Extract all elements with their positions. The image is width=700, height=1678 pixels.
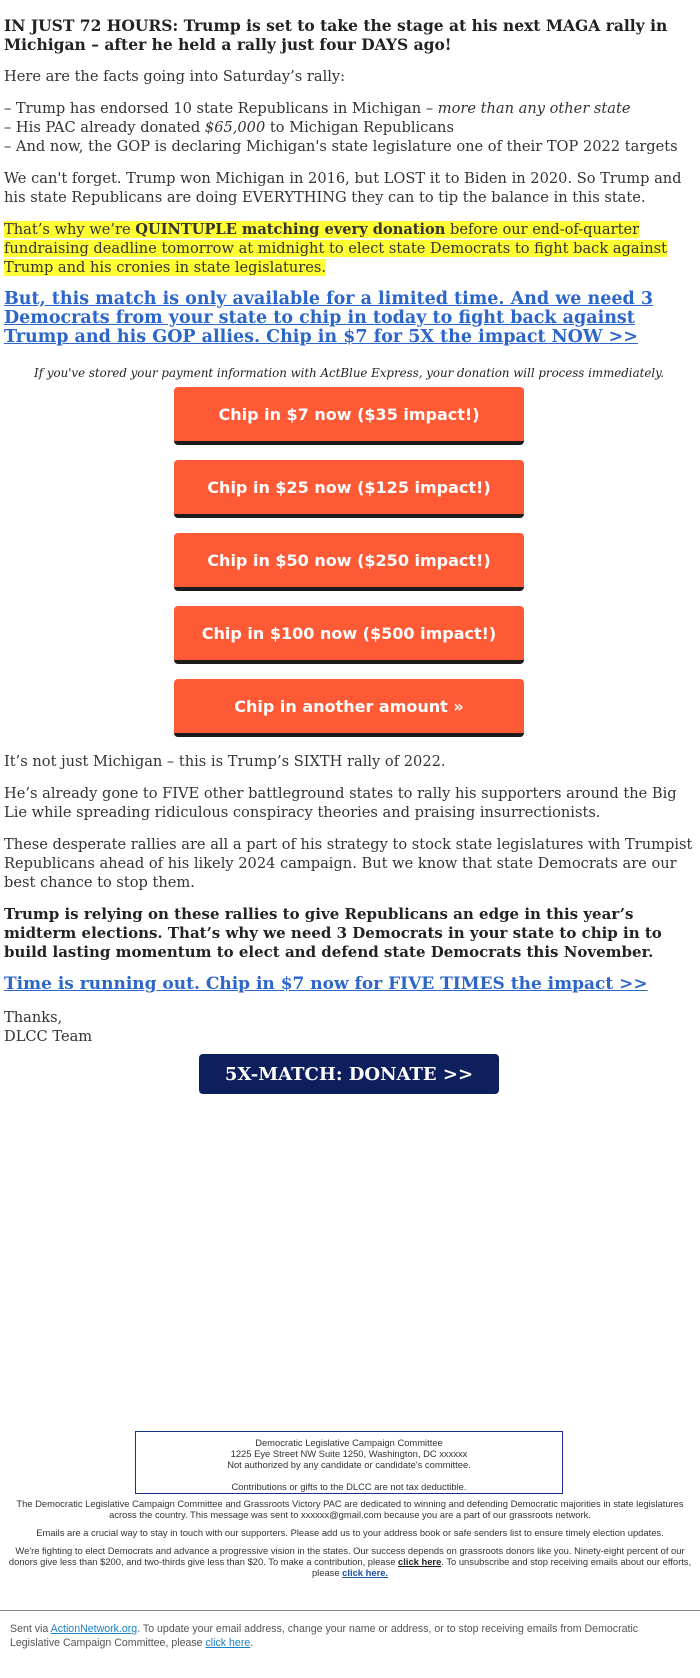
footer-p2: Emails are a crucial way to stay in touch with our supporters. Please add us to your address book or safe senders list to ensure timely election updates. <box>36 1527 664 1538</box>
cta-link[interactable] <box>4 290 694 347</box>
para-sixth: It’s not just Michigan – this is Trump’s SIXTH rally of 2022. <box>4 753 446 770</box>
fact-2-emphasis: $65,000 <box>204 119 266 136</box>
tax-note: Contributions or gifts to the DLCC are not tax deductible. <box>231 1481 467 1492</box>
footer-divider <box>0 1610 700 1611</box>
actblue-express-note: If you've stored your payment information with ActBlue Express, your donation will process immediately. <box>34 366 664 380</box>
highlight-para <box>4 220 694 277</box>
footer-p3 <box>6 1545 694 1578</box>
fact-2-b: to Michigan Republicans <box>265 119 454 136</box>
donate-7-button[interactable]: Chip in $7 now ($35 impact!) <box>174 387 524 445</box>
fact-1: – Trump has endorsed 10 state Republicans in Michigan – <box>4 100 438 117</box>
sent-via-note <box>10 1622 690 1650</box>
sent-c: . <box>250 1637 254 1649</box>
update-email-link[interactable]: click here <box>205 1637 251 1649</box>
para-bold: Trump is relying on these rallies to give Republicans an edge in this year’s midterm elections. That’s why we need 3 Democrats in your state to chip in to build lasting momentum to elect and defend state Democrats this November. <box>4 905 662 961</box>
unsubscribe-link[interactable]: click here. <box>342 1567 389 1578</box>
highlight-c: before our end-of-quarter fundraising deadline tomorrow at midnight to elect state Democrats to fight back against Trump and his cronies in state legislatures. <box>4 221 667 276</box>
contribute-link[interactable]: click here <box>398 1556 442 1567</box>
footer-p3-b: . To unsubscribe and stop receiving emails about our efforts, please <box>311 1556 692 1578</box>
fact-1-emphasis: more than any other state <box>437 100 631 117</box>
para-five: He’s already gone to FIVE other battleground states to rally his supporters around the Big Lie while spreading ridiculous conspiracy theories and praising insurrectionists. <box>4 785 677 821</box>
legal-disclaimer-box <box>135 1431 563 1494</box>
org-name: Democratic Legislative Campaign Committee <box>255 1437 443 1448</box>
authorization-note: Not authorized by any candidate or candidate's committee. <box>227 1459 471 1470</box>
signoff <box>4 1008 694 1046</box>
actionnetwork-link[interactable]: ActionNetwork.org <box>50 1623 138 1635</box>
donation-buttons <box>4 387 694 752</box>
highlight-bold: QUINTUPLE matching every donation <box>135 221 446 238</box>
facts-list <box>4 99 694 156</box>
match-donate-button[interactable]: 5X-MATCH: DONATE >> <box>199 1054 499 1094</box>
highlight-a: That’s why we’re <box>4 221 136 238</box>
donate-50-button[interactable]: Chip in $50 now ($250 impact!) <box>174 533 524 591</box>
para-desperate: These desperate rallies are all a part of his strategy to stock state legislatures with Trumpist Republicans ahead of his likely 2024 campaign. But we know that state Democrats are our best chance to stop them. <box>4 836 693 891</box>
headline: IN JUST 72 HOURS: Trump is set to take the stage at his next MAGA rally in Michigan – after he held a rally just four DAYS ago! <box>4 16 668 54</box>
sent-a: Sent via <box>10 1623 51 1635</box>
org-address: 1225 Eye Street NW Suite 1250, Washington, DC xxxxxx <box>230 1448 468 1459</box>
signoff-thanks: Thanks, <box>4 1009 63 1026</box>
intro-text: Here are the facts going into Saturday’s rally: <box>4 68 346 85</box>
cta-link-anchor[interactable]: But, this match is only available for a limited time. And we need 3 Democrats from your state to chip in today to fight back against Trump and his GOP allies. Chip in $7 for 5X the impact NOW >> <box>4 289 654 347</box>
time-link[interactable] <box>4 975 694 994</box>
fact-2-a: – His PAC already donated <box>4 119 205 136</box>
para-forget: We can't forget. Trump won Michigan in 2016, but LOST it to Biden in 2020. So Trump and his state Republicans are doing EVERYTHING they can to tip the balance in this state. <box>4 170 682 206</box>
donate-100-button[interactable]: Chip in $100 now ($500 impact!) <box>174 606 524 664</box>
sent-b: . To update your email address, change your name or address, or to stop receiving emails from Democratic Legislative Campaign Committee, please <box>10 1623 639 1649</box>
footer-p1: The Democratic Legislative Campaign Committee and Grassroots Victory PAC are dedicated to winning and defending Democratic majorities in state legislatures across the country. This message was sent to xxxxxx@gmail.com because you are a part of our grassroots network. <box>16 1498 684 1520</box>
time-link-anchor[interactable]: Time is running out. Chip in $7 now for FIVE TIMES the impact >> <box>4 974 648 994</box>
footer-text <box>6 1498 694 1585</box>
donate-other-button[interactable]: Chip in another amount » <box>174 679 524 737</box>
donate-25-button[interactable]: Chip in $25 now ($125 impact!) <box>174 460 524 518</box>
fact-3: – And now, the GOP is declaring Michigan's state legislature one of their TOP 2022 targets <box>4 138 678 155</box>
email-body <box>4 16 694 1094</box>
signoff-team: DLCC Team <box>4 1028 93 1045</box>
footer-p3-a: We're fighting to elect Democrats and advance a progressive vision in the states. Our success depends on grassroots donors like you. Ninety-eight percent of our donors give less than $200, and two-thirds give less than $20. To make a contribution, please <box>8 1545 685 1567</box>
